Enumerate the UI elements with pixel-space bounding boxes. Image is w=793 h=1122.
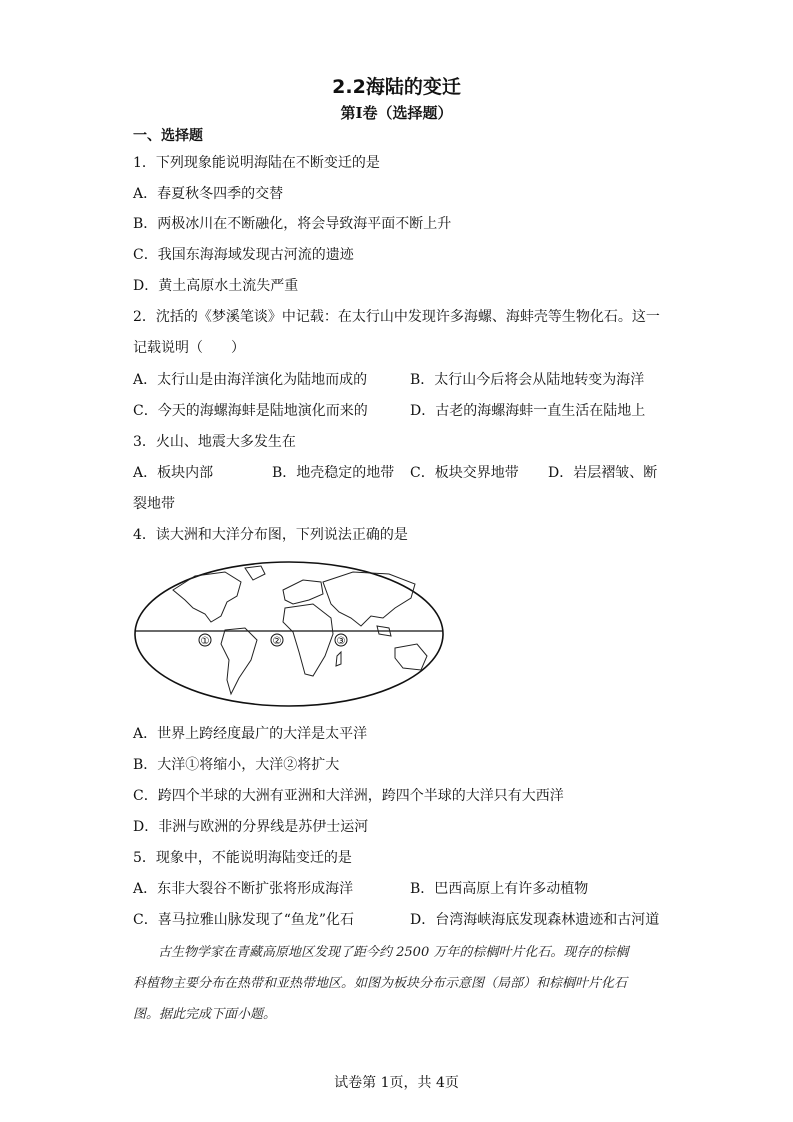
question-2-stem-line-1: 2．沈括的《梦溪笔谈》中记载：在太行山中发现许多海螺、海蚌壳等生物化石。这一 — [133, 309, 660, 325]
question-3-stem: 3．火山、地震大多发生在 — [133, 434, 296, 450]
page-footer: 试卷第 1页，共 4页 — [334, 1075, 459, 1091]
question-1-option-c: C．我国东海海域发现古河流的遗迹 — [133, 247, 354, 263]
passage-line-2: 科植物主要分布在热带和亚热带地区。如图为板块分布示意图（局部）和棕榈叶片化石 — [133, 976, 628, 991]
question-4-option-d: D．非洲与欧洲的分界线是苏伊士运河 — [133, 819, 369, 835]
question-5-option-c: C．喜马拉雅山脉发现了“鱼龙”化石 — [133, 912, 355, 928]
question-5-option-a: A．东非大裂谷不断扩张将形成海洋 — [133, 881, 354, 897]
question-2-option-a: A．太行山是由海洋演化为陆地而成的 — [133, 372, 368, 388]
section-heading: 一、选择题 — [133, 128, 203, 144]
continent-greenland — [245, 566, 265, 580]
world-ocean-map — [133, 560, 445, 708]
passage-line-1: 古生物学家在青藏高原地区发现了距今约 2500 万年的棕榈叶片化石。现存的棕榈 — [158, 945, 629, 960]
question-2-option-b: B．太行山今后将会从陆地转变为海洋 — [410, 372, 645, 388]
question-3-option-c: C．板块交界地带 — [410, 465, 519, 481]
passage-line-3: 图。据此完成下面小题。 — [133, 1007, 277, 1022]
question-4-stem: 4．读大洲和大洋分布图，下列说法正确的是 — [133, 527, 408, 543]
question-3-option-a: A．板块内部 — [133, 465, 214, 481]
question-3-option-b: B．地壳稳定的地带 — [272, 465, 395, 481]
continent-australia — [395, 644, 427, 670]
continent-africa — [283, 604, 333, 676]
question-1-option-d: D．黄土高原水土流失严重 — [133, 278, 299, 294]
question-4-option-c: C．跨四个半球的大洲有亚洲和大洋洲，跨四个半球的大洋只有大西洋 — [133, 788, 564, 804]
ocean-label-1: ① — [200, 636, 210, 647]
question-5-option-b: B．巴西高原上有许多动植物 — [410, 881, 589, 897]
question-1-stem: 1．下列现象能说明海陆在不断变迁的是 — [133, 155, 380, 171]
question-2-stem-line-2: 记载说明（ ） — [133, 340, 245, 356]
question-3-option-d: D．岩层褶皱、断 — [548, 465, 658, 481]
ocean-label-2: ② — [272, 636, 282, 647]
question-5-option-d: D．台湾海峡海底发现森林遗迹和古河道 — [410, 912, 660, 928]
continent-europe — [283, 580, 323, 604]
question-3-option-d-continued: 裂地带 — [133, 496, 175, 512]
question-1-option-b: B．两极冰川在不断融化，将会导致海平面不断上升 — [133, 216, 452, 232]
question-1-option-a: A．春夏秋冬四季的交替 — [133, 186, 284, 202]
page-subtitle: 第I卷（选择题） — [340, 104, 453, 122]
continent-asia — [323, 572, 415, 626]
question-5-stem: 5．现象中，不能说明海陆变迁的是 — [133, 850, 352, 866]
question-4-option-a: A．世界上跨经度最广的大洋是太平洋 — [133, 726, 368, 742]
question-4-option-b: B．大洋①将缩小，大洋②将扩大 — [133, 757, 340, 773]
continent-north-america — [173, 572, 241, 622]
ocean-label-3: ③ — [336, 636, 346, 647]
page-title: 2.2海陆的变迁 — [332, 76, 461, 98]
question-2-option-d: D．古老的海螺海蚌一直生活在陆地上 — [410, 403, 646, 419]
question-2-option-c: C．今天的海螺海蚌是陆地演化而来的 — [133, 403, 368, 419]
continent-south-america — [221, 628, 257, 694]
map-outline — [135, 562, 443, 706]
island-madagascar — [336, 652, 341, 666]
